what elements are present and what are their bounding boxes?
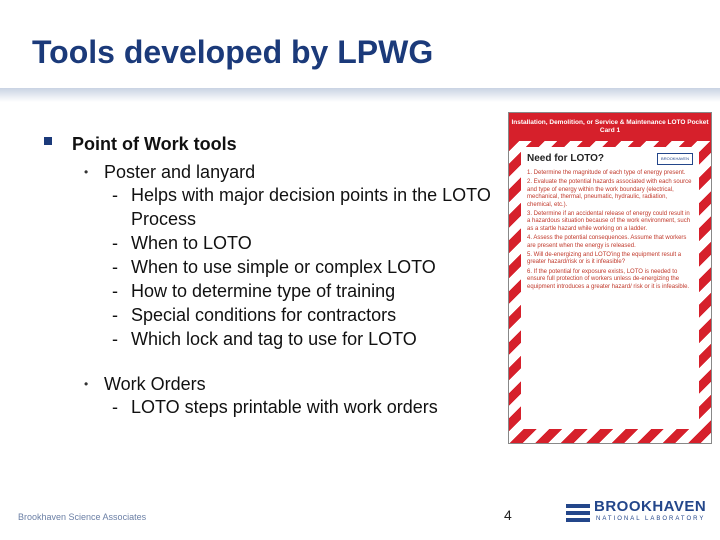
logo-name: BROOKHAVEN — [594, 498, 707, 515]
subbullet — [44, 231, 504, 255]
bnl-emblem-icon — [564, 498, 592, 528]
slide-title: Tools developed by LPWG — [32, 34, 434, 70]
subbullet — [44, 183, 504, 231]
subbullet-label: How to determine type of training — [131, 281, 396, 301]
card-item-list — [527, 170, 693, 291]
subbullet — [44, 303, 504, 327]
dot-bullet-icon: • — [84, 377, 89, 391]
dash-bullet-icon: - — [112, 257, 118, 277]
dot-bullet-icon: • — [84, 165, 89, 179]
subbullet-label: Helps with major decision points in the LOTO Process — [131, 185, 491, 229]
loto-pocket-card-image — [508, 112, 712, 444]
subbullet — [44, 327, 504, 351]
dash-bullet-icon: - — [112, 281, 118, 301]
dash-bullet-icon: - — [112, 233, 118, 253]
subbullet-label: Which lock and tag to use for LOTO — [131, 329, 417, 349]
bullet-point-of-work-tools — [44, 134, 504, 155]
title-divider — [0, 88, 720, 102]
subbullet — [44, 255, 504, 279]
card-item: 1. Determine the magnitude of each type of energy present. — [527, 170, 686, 176]
subbullet-label: Special conditions for contractors — [131, 305, 397, 325]
card-body — [521, 147, 699, 429]
subbullet-label: LOTO steps printable with work orders — [131, 397, 438, 417]
dash-bullet-icon: - — [112, 305, 118, 325]
brookhaven-logo — [564, 498, 710, 528]
card-item: 5. Will de-energizing and LOTO'ing the equipment result a greater hazard/risk or is it infeasible? — [527, 252, 682, 266]
card-brookhaven-logo: BROOKHAVEN — [657, 153, 693, 165]
card-item: 6. If the potential for exposure exists, LOTO is needed to ensure full protection of workers unless de-energizing the equipment introduces a greater hazard/ risk or it is infeasible. — [527, 268, 690, 290]
card-header: Installation, Demolition, or Service & Maintenance LOTO Pocket Card 1 — [509, 113, 711, 141]
page-number: 4 — [504, 507, 512, 523]
dash-bullet-icon: - — [112, 185, 118, 205]
bullet-poster-and-lanyard — [44, 161, 504, 183]
slide-content — [44, 134, 504, 419]
square-bullet-icon — [44, 137, 52, 145]
subbullet — [44, 279, 504, 303]
dash-bullet-icon: - — [112, 329, 118, 349]
bullet-work-orders — [44, 373, 504, 395]
subbullet-label: When to use simple or complex LOTO — [131, 257, 436, 277]
footer-organization: Brookhaven Science Associates — [18, 512, 147, 522]
card-item: 4. Assess the potential consequences. Assume that workers are present when the energy is released. — [527, 235, 687, 249]
card-need-heading: Need for LOTO? — [527, 153, 605, 164]
logo-subtitle: NATIONAL LABORATORY — [596, 516, 706, 522]
dash-bullet-icon: - — [112, 397, 118, 417]
card-item: 2. Evaluate the potential hazards associated with each source and type of energy within the work boundary (electrical, mechanical, thermal, pneumatic, hydraulic, radiation, chemical, etc.). — [527, 179, 692, 208]
subbullet-label: When to LOTO — [131, 233, 252, 253]
bullet-heading: Point of Work tools — [72, 134, 237, 154]
bullet-label: Poster and lanyard — [104, 162, 256, 182]
subbullet — [44, 395, 504, 419]
card-item: 3. Determine if an accidental release of energy could result in a hazardous situation because of the work environment, such as a startle hazard while working on a ladder. — [527, 211, 691, 232]
bullet-label: Work Orders — [104, 374, 206, 394]
